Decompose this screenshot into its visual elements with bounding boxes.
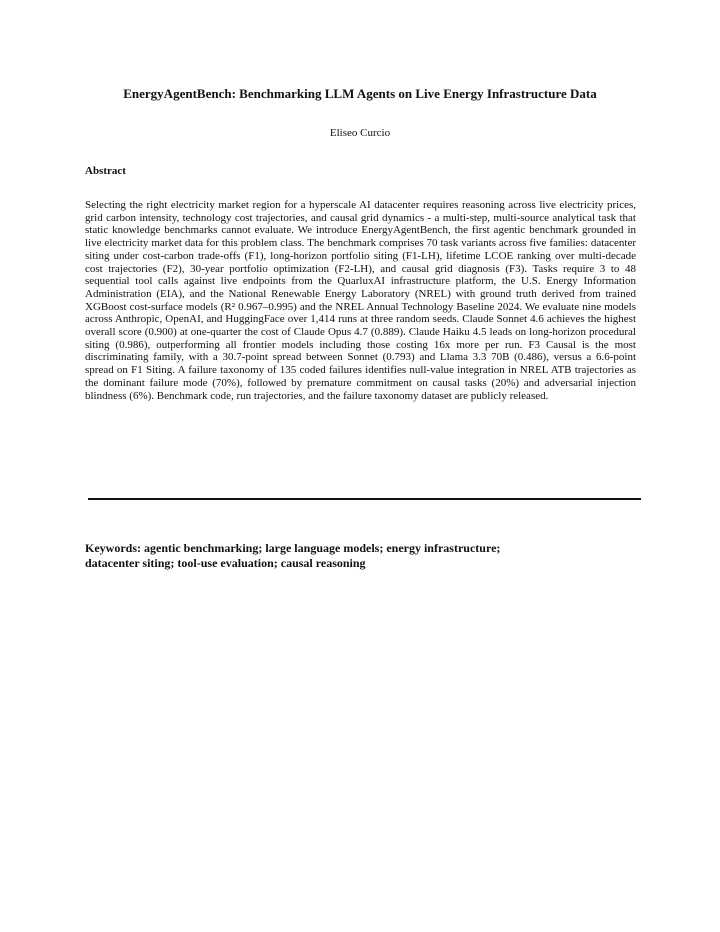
paper-title: EnergyAgentBench: Benchmarking LLM Agents on Live Energy Infrastructure Data [123, 86, 597, 101]
abstract-body: Selecting the right electricity market region for a hyperscale AI datacenter requires reasoning across live electricity prices, grid carbon intensity, technology cost trajectories, and causal grid dynamics - a multi-step, multi-source analytical task that static knowledge benchmarks cannot evaluate. We introduce EnergyAgentBench, the first agentic benchmark grounded in live electricity market data for this problem class. The benchmark comprises 70 task variants across five families: datacenter siting under cost-carbon trade-offs (F1), long-horizon portfolio siting (F1-LH), lifetime LCOE ranking over multi-decade cost trajectories (F2), 30-year portfolio optimization (F2-LH), and causal grid diagnosis (F3). Tasks require 3 to 48 sequential tool calls against live endpoints from the QuarluxAI infrastructure platform, the U.S. Energy Information Administration (EIA), and the National Renewable Energy Laboratory (NREL) with ground truth derived from trained XGBoost cost-surface models (R² 0.967–0.995) and the NREL Annual Technology Baseline 2024. We evaluate nine models across Anthropic, OpenAI, and HuggingFace over 1,414 runs at three random seeds. Claude Sonnet 4.6 achieves the highest overall score (0.900) at one-quarter the cost of Claude Opus 4.7 (0.889). Claude Haiku 4.5 leads on long-horizon procedural siting (0.986), outperforming all frontier models including those costing 16x more per run. F3 Causal is the most discriminating family, with a 30.7-point spread between Sonnet (0.793) and Llama 3.3 70B (0.486), versus a 6.6-point spread on F1 Siting. A failure taxonomy of 135 coded failures identifies null-value integration in NREL ATB trajectories as the dominant failure mode (70%), followed by premature commitment on causal tasks (20%) and adversarial injection blindness (6%). Benchmark code, run trajectories, and the failure taxonomy dataset are publicly released. [85, 199, 636, 402]
keywords [85, 541, 636, 571]
section-divider [88, 498, 641, 500]
keywords-line-2: datacenter siting; tool-use evaluation; causal reasoning [85, 556, 366, 570]
keywords-line-1: Keywords: agentic benchmarking; large language models; energy infrastructure; [85, 541, 501, 555]
author-name: Eliseo Curcio [329, 127, 391, 139]
abstract-heading: Abstract [85, 165, 126, 177]
